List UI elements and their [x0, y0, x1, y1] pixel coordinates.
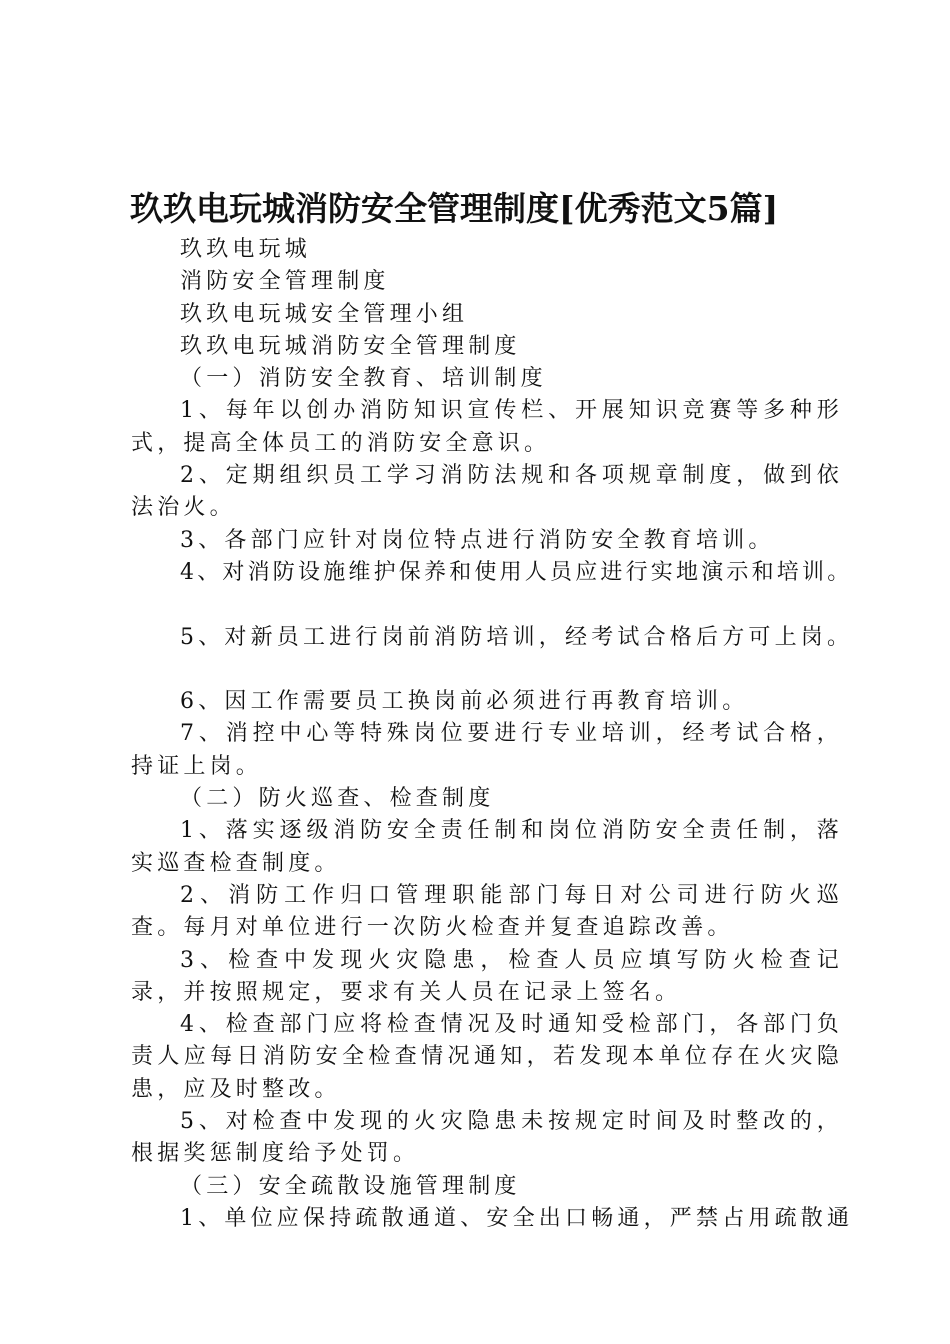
section-heading-1: （一）消防安全教育、培训制度 — [180, 366, 547, 392]
paragraph-item: 5、对检查中发现的火灾隐患未按规定时间及时整改的，根据奖惩制度给予处罚。 — [131, 1109, 843, 1167]
paragraph-item: 1、单位应保持疏散通道、安全出口畅通，严禁占用疏散通 — [180, 1205, 854, 1231]
paragraph-item: 6、因工作需要员工换岗前必须进行再教育培训。 — [180, 689, 749, 715]
paragraph-item: 3、检查中发现火灾隐患，检查人员应填写防火检查记录，并按照规定，要求有关人员在记录上签名。 — [131, 947, 843, 1005]
paragraph-item: 2、定期组织员工学习消防法规和各项规章制度，做到依法治火。 — [131, 463, 843, 521]
paragraph-item: 1、落实逐级消防安全责任制和岗位消防安全责任制，落实巡查检查制度。 — [131, 818, 843, 876]
document-body — [131, 234, 854, 1235]
document-title: 玖玖电玩城消防安全管理制度[优秀范文5篇] — [130, 189, 779, 228]
section-heading-2: （二）防火巡查、检查制度 — [180, 786, 495, 812]
paragraph-item: 1、每年以创办消防知识宣传栏、开展知识竞赛等多种形式，提高全体员工的消防安全意识。 — [131, 398, 843, 456]
paragraph-item: 4、检查部门应将检查情况及时通知受检部门，各部门负责人应每日消防安全检查情况通知，若发现本单位存在火灾隐患，应及时整改。 — [131, 1012, 843, 1102]
paragraph-item: 3、各部门应针对岗位特点进行消防安全教育培训。 — [180, 527, 775, 553]
paragraph-heading-4: 玖玖电玩城消防安全管理制度 — [180, 333, 521, 359]
paragraph-item: 4、对消防设施维护保养和使用人员应进行实地演示和培训。 — [180, 559, 853, 585]
paragraph-item: 2、消防工作归口管理职能部门每日对公司进行防火巡查。每月对单位进行一次防火检查并复查追踪改善。 — [131, 882, 843, 941]
paragraph-item: 5、对新员工进行岗前消防培训，经考试合格后方可上岗。 — [180, 624, 854, 650]
paragraph-heading-3: 玖玖电玩城安全管理小组 — [180, 301, 469, 327]
paragraph-heading-2: 消防安全管理制度 — [180, 269, 390, 295]
paragraph-item: 7、消控中心等特殊岗位要进行专业培训，经考试合格，持证上岗。 — [131, 721, 843, 779]
paragraph-heading-1: 玖玖电玩城 — [180, 237, 312, 262]
section-heading-3: （三）安全疏散设施管理制度 — [180, 1173, 521, 1199]
